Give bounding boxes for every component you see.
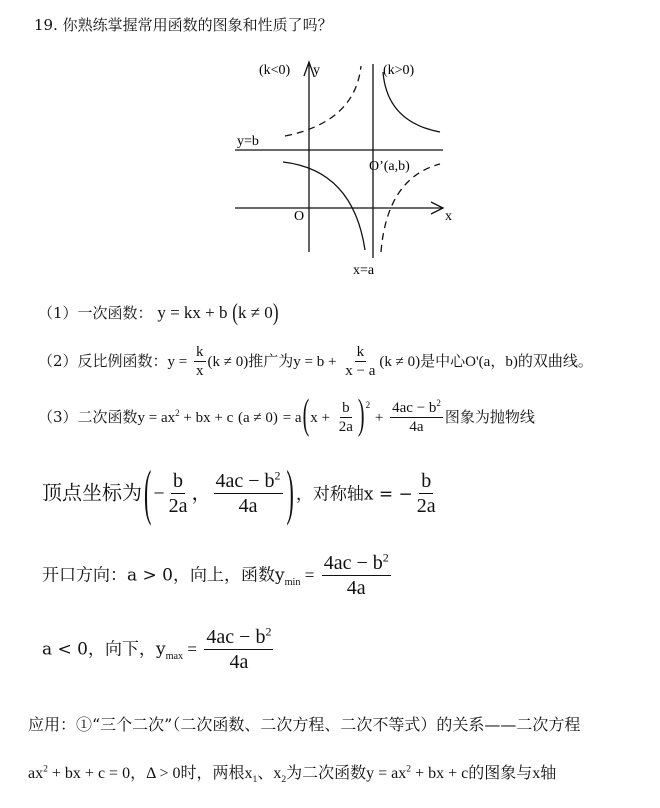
item3-k-den: 4a	[409, 419, 424, 436]
item3-expr2: + bx + c	[179, 410, 234, 427]
item1-paren-close: )	[272, 299, 279, 326]
label-k-pos: (k>0)	[383, 63, 415, 78]
opening-up-den: 4a	[346, 577, 366, 599]
item-linear-function	[38, 299, 279, 326]
curve-kneg-upper	[285, 66, 361, 136]
item3-sup: 2	[175, 408, 180, 419]
item2-mid: 推广为	[248, 352, 294, 371]
opening-up-label: 开口方向：a > 0，向上，函数y	[42, 565, 285, 586]
item3-k-num: $4ac - b^2$	[390, 400, 443, 418]
application-line2: $ax^2$ + bx + c = 0，Δ > 0时，两根$x_1$、$x_2$为二次函数$y = ax^2$ + bx + c的图象与x轴	[28, 763, 557, 786]
item2-cond1: (k ≠ 0)	[207, 354, 249, 371]
vertex-x-frac	[167, 470, 190, 518]
item1-prefix: （1）一次函数：	[38, 304, 153, 322]
item3-cond: (a ≠ 0)	[238, 410, 278, 427]
item2-prefix: （2）反比例函数：	[38, 352, 168, 371]
item3-x-plus: x +	[310, 410, 330, 427]
label-center: O’(a,b)	[369, 159, 410, 174]
application-line1: 应用：①“三个二次”（二次函数、二次方程、二次不等式）的关系——二次方程	[28, 715, 581, 734]
vertex-axis-label: ，对称轴x = −	[295, 484, 413, 505]
vertex-line: 顶点坐标为( − $\frac{b}{2a}$ ， $\frac{4ac - b^2}{4a}$ ) ，对称轴x = − $\frac{b}{2a}$	[42, 456, 436, 527]
item2-frac2	[343, 344, 377, 380]
item3-expr: y = ax	[137, 410, 176, 427]
item3-frac-b	[337, 400, 355, 436]
item3-frac-k	[390, 400, 443, 436]
item2-frac2-den: x − a	[345, 363, 376, 380]
vertex-neg: −	[153, 482, 165, 505]
item2-frac1	[194, 344, 206, 380]
item2-lhs: y =	[167, 354, 188, 371]
vertex-axis-num: b	[421, 470, 432, 492]
vertex-x-num: b	[173, 470, 184, 492]
vertex-y-den: 4a	[238, 495, 258, 517]
vertex-label: 顶点坐标为	[42, 480, 142, 505]
item3-suffix: 图象为抛物线	[444, 408, 535, 427]
vertex-comma: ，	[191, 480, 212, 505]
opening-down-sub: max	[165, 650, 184, 662]
item1-formula: y = kx + b	[157, 303, 228, 322]
opening-up-num: $4ac - b^2$	[323, 550, 389, 574]
vertex-axis-den: 2a	[416, 495, 436, 517]
item2-frac1-num: k	[194, 344, 206, 362]
vertex-axis-frac	[415, 470, 438, 518]
opening-up-frac	[322, 552, 391, 600]
item2-frac2-num: k	[355, 344, 367, 362]
item2-cond2: (k ≠ 0)	[379, 354, 421, 371]
label-origin: O	[294, 209, 305, 224]
label-k-neg: (k<0)	[259, 63, 291, 78]
item3-square: 2	[365, 400, 371, 411]
item-inverse-function	[38, 344, 593, 380]
item-quadratic-function: （3）二次函数$y = ax^2$ + bx + c (a ≠ 0) = a(x + $\frac{b}{2a}$ )$^2$ + $\frac{4ac - b^2}{4a}$ 图象为抛物线	[38, 392, 535, 439]
item2-suffix-b: 的双曲线。	[517, 352, 593, 371]
item2-center: O'(a，b)	[465, 354, 518, 371]
label-y-axis: y	[313, 63, 320, 78]
opening-down-eq: =	[183, 639, 197, 659]
item3-plus: +	[374, 410, 384, 427]
item3-prefix: （3）二次函数	[38, 408, 138, 427]
label-x-axis: x	[445, 209, 452, 224]
label-x-eq-a: x=a	[353, 263, 375, 278]
opening-down-num: $4ac - b^2$	[206, 624, 272, 648]
opening-down-label: a < 0，向下，y	[42, 639, 166, 660]
opening-down-frac	[204, 626, 273, 674]
opening-down-den: 4a	[229, 651, 249, 673]
opening-up-eq: =	[300, 565, 315, 585]
item2-frac1-den: x	[196, 363, 204, 380]
opening-up-line	[42, 552, 393, 600]
vertex-y-frac	[214, 470, 283, 518]
problem-heading: 19. 你熟练掌握常用函数的图象和性质了吗？	[34, 16, 333, 34]
item3-eq: = a	[282, 410, 302, 427]
item2-lhs2: y = b +	[293, 354, 337, 371]
item3-b-num: b	[340, 400, 352, 418]
vertex-y-num: $4ac - b^2$	[215, 468, 281, 492]
opening-up-sub: min	[284, 576, 301, 588]
label-y-eq-b: y=b	[237, 134, 259, 149]
curve-kpos-upper	[383, 72, 440, 132]
vertex-x-den: 2a	[168, 495, 188, 517]
item1-cond: k ≠ 0	[237, 303, 273, 322]
item3-b-den: 2a	[338, 419, 353, 436]
hyperbola-figure	[225, 52, 465, 278]
curve-kpos-lower	[283, 162, 365, 250]
item2-suffix-a: 是中心	[420, 352, 466, 371]
opening-down-line	[42, 626, 275, 674]
item1-paren-open: (	[232, 299, 238, 326]
